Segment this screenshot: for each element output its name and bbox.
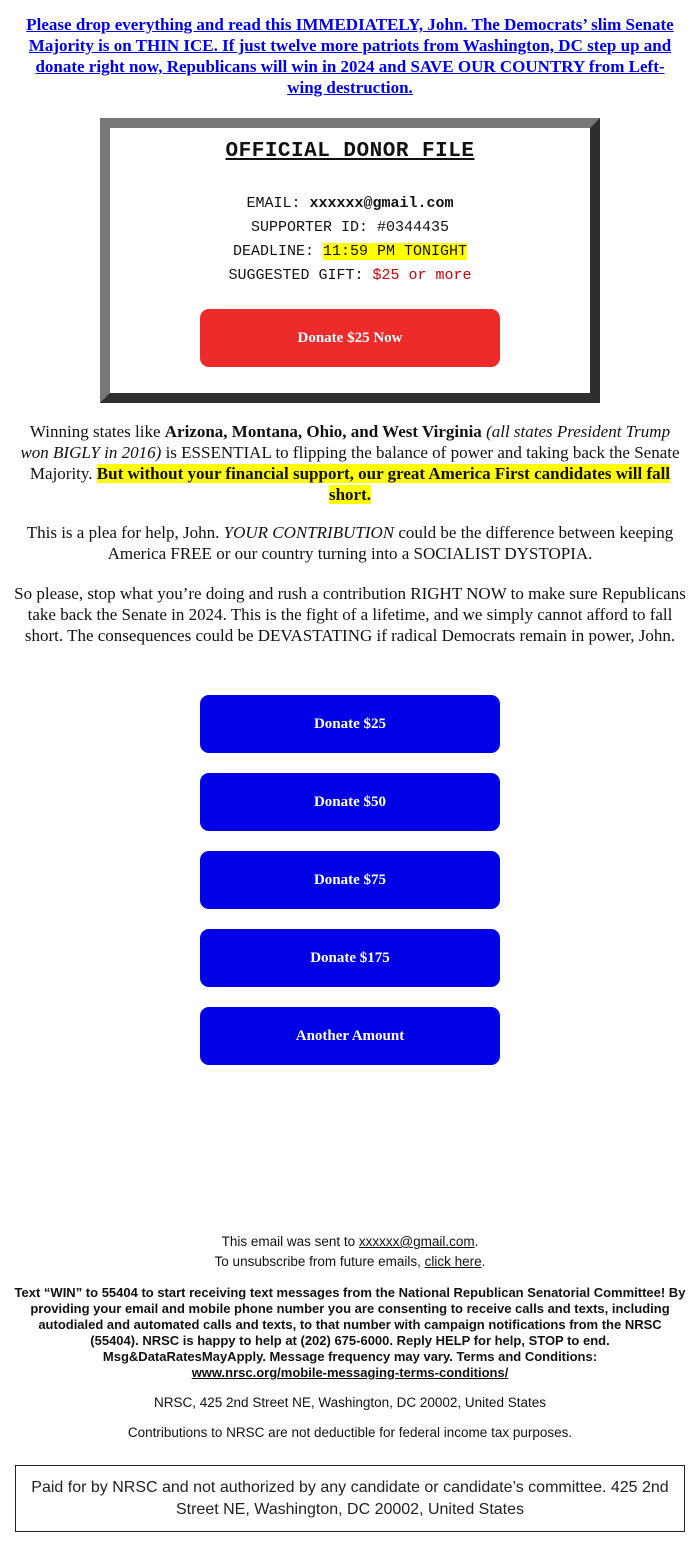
donor-file-details: [110, 192, 590, 288]
donate-50-button[interactable]: Donate $50: [200, 773, 500, 831]
unsubscribe-link[interactable]: click here: [424, 1254, 482, 1269]
donate-75-button[interactable]: Donate $75: [200, 851, 500, 909]
unsubscribe-line: To unsubscribe from future emails, click here.: [214, 1254, 486, 1269]
donor-file-title: OFFICIAL DONOR FILE: [225, 140, 475, 163]
deadline-value: 11:59 PM TONIGHT: [323, 243, 468, 260]
headline-link[interactable]: Please drop everything and read this IMMEDIATELY, John. The Democrats’ slim Senate Majority is on THIN ICE. If just twelve more patriots from Washington, DC step up and donate right now, Republicans will win in 2024 and SAVE OUR COUNTRY from Left-wing destruction.: [26, 15, 674, 97]
highlighted-appeal: But without your financial support, our great America First candidates will fall short.: [96, 464, 671, 504]
suggested-gift-value: $25 or more: [372, 267, 472, 284]
supporter-line: SUPPORTER ID: #0344435: [250, 219, 450, 236]
donate-25-now-button[interactable]: Donate $25 Now: [200, 309, 500, 367]
sms-disclaimer: Text “WIN” to 55404 to start receiving text messages from the National Republican Senatorial Committee! By providing your email and mobile phone number you are consenting to receive calls and texts, including autodialed and automated calls and texts, to that number with campaign notifications from the NRSC (55404). NRSC is happy to help at (202) 675-6000. Reply HELP for help, STOP to end. Msg&DataRatesMayApply. Message frequency may vary. Terms and Conditions: www.nrsc.org/mobile-messaging-terms-conditions/: [14, 1285, 686, 1380]
paid-for-disclaimer: Paid for by NRSC and not authorized by any candidate or candidate’s committee. 425 2nd Street NE, Washington, DC 20002, United States: [15, 1465, 685, 1532]
nrsc-address: NRSC, 425 2nd Street NE, Washington, DC 20002, United States: [154, 1395, 546, 1410]
sent-to-email-link[interactable]: xxxxxx@gmail.com: [358, 1234, 475, 1249]
donate-175-button[interactable]: Donate $175: [200, 929, 500, 987]
supporter-id: #0344435: [377, 219, 450, 236]
official-donor-file: [100, 118, 600, 403]
terms-link[interactable]: www.nrsc.org/mobile-messaging-terms-conditions/: [191, 1365, 509, 1380]
email-value: xxxxxx@gmail.com: [309, 195, 454, 212]
headline: [20, 14, 680, 98]
body-paragraph-3: So please, stop what you’re doing and rush a contribution RIGHT NOW to make sure Republicans take back the Senate in 2024. This is the fight of a lifetime, and we simply cannot afford to fall short. The consequences could be DEVASTATING if radical Democrats remain in power, John.: [14, 584, 686, 645]
email-line: EMAIL: xxxxxx@gmail.com: [246, 195, 454, 212]
another-amount-button[interactable]: Another Amount: [200, 1007, 500, 1065]
tax-note: Contributions to NRSC are not deductible for federal income tax purposes.: [127, 1425, 573, 1440]
deadline-line: DEADLINE: 11:59 PM TONIGHT: [232, 243, 468, 260]
sent-to-line: This email was sent to xxxxxx@gmail.com.: [221, 1234, 479, 1249]
body-paragraph-1: Winning states like Arizona, Montana, Ohio, and West Virginia (all states President Trump won BIGLY in 2016) is ESSENTIAL to flipping the balance of power and taking back the Senate Majority. But without your financial support, our great America First candidates will fall short.: [20, 422, 680, 504]
footer-email-notice: [14, 1232, 686, 1272]
body-paragraph-2: This is a plea for help, John. YOUR CONTRIBUTION could be the difference between keeping America FREE or our country turning into a SOCIALIST DYSTOPIA.: [26, 523, 674, 563]
suggested-gift-line: SUGGESTED GIFT: $25 or more: [228, 267, 472, 284]
donate-25-button[interactable]: Donate $25: [200, 695, 500, 753]
